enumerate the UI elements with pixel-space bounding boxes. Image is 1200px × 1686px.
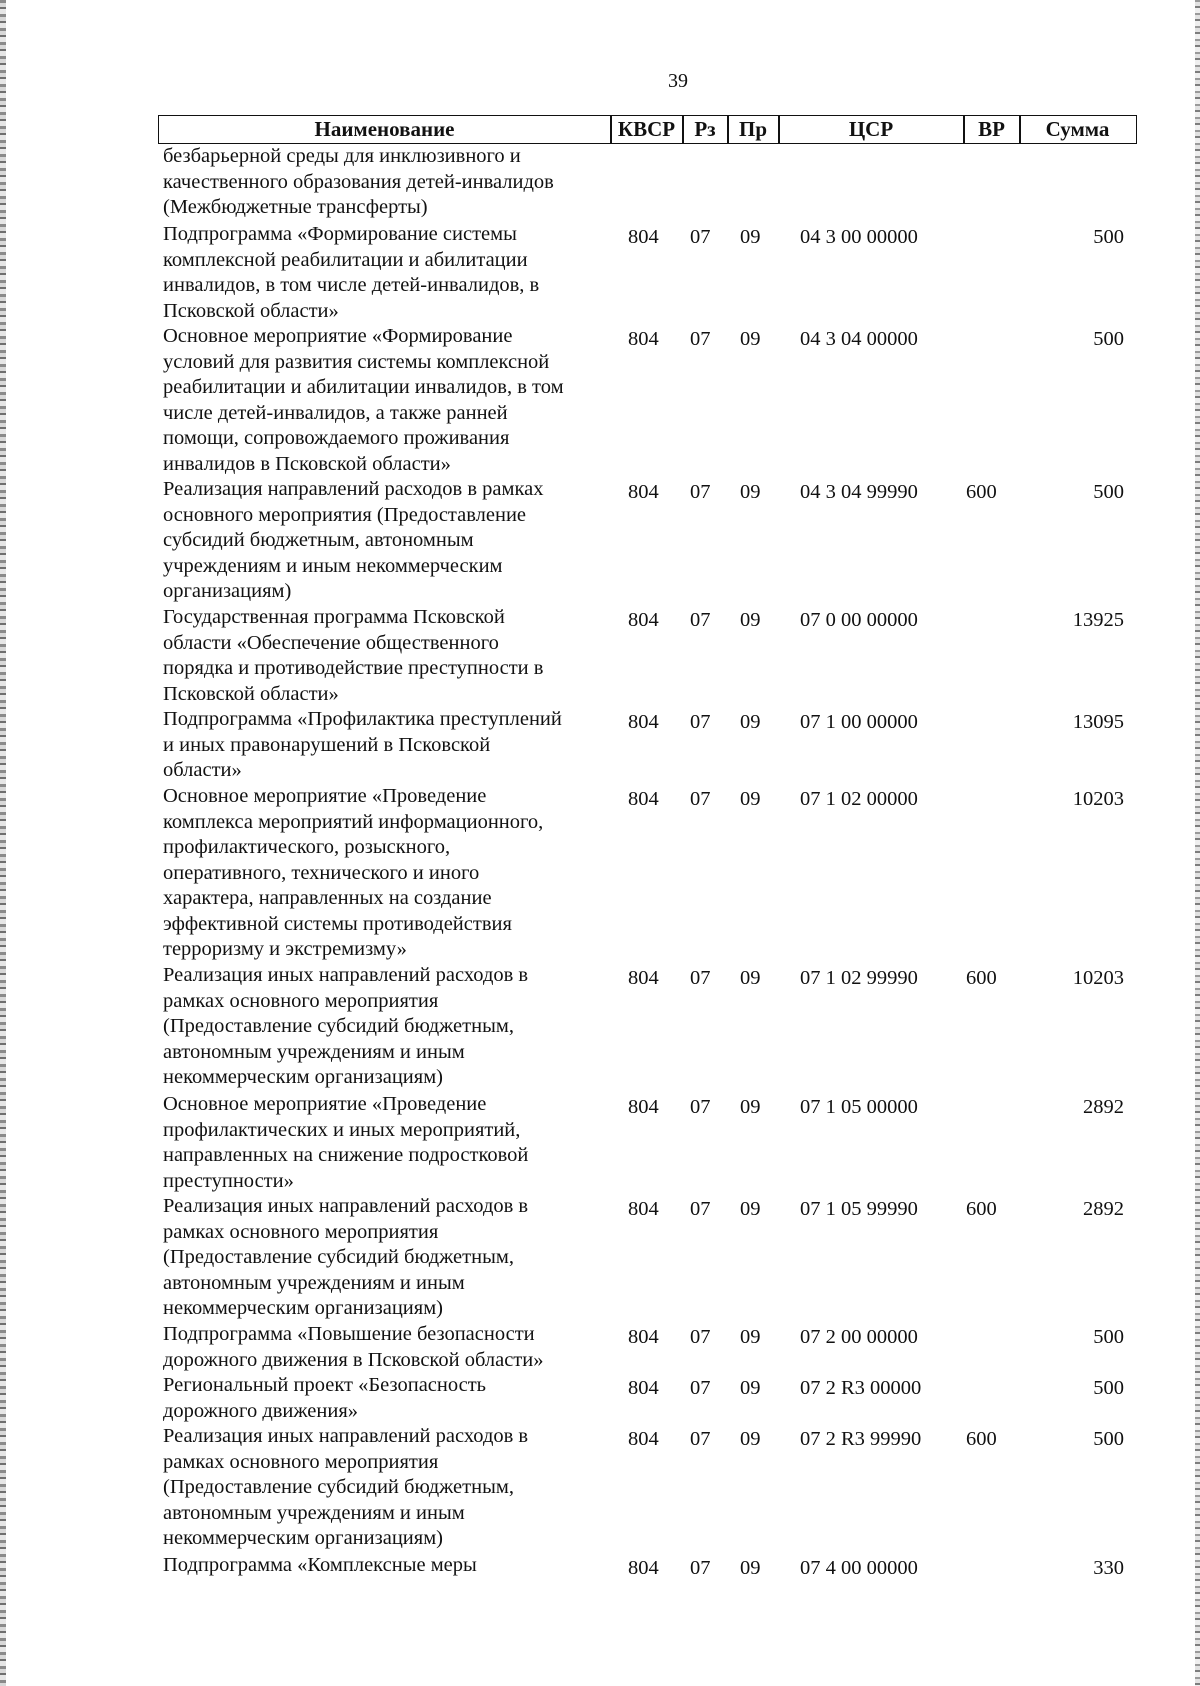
scan-edge-right	[1195, 0, 1200, 1686]
row-rz: 07	[690, 1198, 711, 1220]
row-sum: 2892	[1083, 1096, 1124, 1118]
row-rz: 07	[690, 711, 711, 733]
row-rz: 07	[690, 788, 711, 810]
row-vr: 600	[966, 1198, 997, 1220]
header-kvsr: КВСР	[617, 117, 676, 141]
row-sum: 13095	[1072, 711, 1124, 733]
row-sum: 2892	[1083, 1198, 1124, 1220]
row-name: Реализация иных направлений расходов в рамках основного мероприятия (Предоставление субсидий бюджетным, автономным учреждениям и иным некоммерческим организациям)	[163, 964, 529, 1088]
row-name: Реализация иных направлений расходов в рамках основного мероприятия (Предоставление субсидий бюджетным, автономным учреждениям и иным некоммерческим организациям)	[163, 1425, 529, 1549]
row-rz: 07	[690, 967, 711, 989]
row-kvsr: 804	[628, 788, 659, 810]
row-kvsr: 804	[628, 1326, 659, 1348]
header-name: Наименование	[314, 117, 455, 141]
row-rz: 07	[690, 1326, 711, 1348]
row-pr: 09	[740, 1096, 761, 1118]
row-csr: 04 3 00 00000	[800, 226, 918, 248]
row-name: Основное мероприятие «Проведение комплекса мероприятий информационного, профилактического, розыскного, оперативного, технического и иного характера, направленных на создание эффективной системы противодействия терроризму и экстремизму»	[163, 785, 544, 960]
row-kvsr: 804	[628, 226, 659, 248]
row-rz: 07	[690, 1557, 711, 1579]
row-csr: 07 2 R3 99990	[800, 1428, 922, 1450]
row-kvsr: 804	[628, 328, 659, 350]
row-vr: 600	[966, 1428, 997, 1450]
row-kvsr: 804	[628, 1198, 659, 1220]
row-sum: 330	[1093, 1557, 1124, 1579]
row-csr: 07 4 00 00000	[800, 1557, 918, 1579]
row-csr: 04 3 04 99990	[800, 481, 918, 503]
row-pr: 09	[740, 1326, 761, 1348]
row-rz: 07	[690, 609, 711, 631]
row-name: Основное мероприятие «Проведение профилактических и иных мероприятий, направленных на снижение подростковой преступности»	[163, 1093, 529, 1192]
row-pr: 09	[740, 967, 761, 989]
row-rz: 07	[690, 481, 711, 503]
row-sum: 500	[1093, 328, 1124, 350]
row-sum: 13925	[1072, 609, 1124, 631]
row-kvsr: 804	[628, 967, 659, 989]
row-kvsr: 804	[628, 1096, 659, 1118]
row-csr: 07 1 05 99990	[800, 1198, 918, 1220]
row-csr: 07 2 00 00000	[800, 1326, 918, 1348]
page-number: 39	[668, 70, 688, 92]
row-csr: 07 1 00 00000	[800, 711, 918, 733]
row-csr: 04 3 04 00000	[800, 328, 918, 350]
row-kvsr: 804	[628, 1557, 659, 1579]
header-pr: Пр	[738, 117, 767, 141]
row-name: Реализация направлений расходов в рамках основного мероприятия (Предоставление субсидий бюджетным, автономным учреждениям и иным некоммерческим организациям)	[163, 478, 544, 602]
row-kvsr: 804	[628, 711, 659, 733]
row-name: Подпрограмма «Формирование системы комплексной реабилитации и абилитации инвалидов, в том числе детей-инвалидов, в Псковской области»	[163, 223, 540, 322]
row-pr: 09	[740, 711, 761, 733]
row-name: Подпрограмма «Комплексные меры	[163, 1554, 477, 1576]
row-vr: 600	[966, 481, 997, 503]
row-sum: 500	[1093, 481, 1124, 503]
row-kvsr: 804	[628, 609, 659, 631]
row-sum: 500	[1093, 1326, 1124, 1348]
row-name: Государственная программа Псковской области «Обеспечение общественного порядка и противодействие преступности в Псковской области»	[163, 606, 544, 705]
row-rz: 07	[690, 328, 711, 350]
header-rz: Рз	[694, 117, 716, 141]
header-sum: Сумма	[1045, 117, 1110, 141]
row-kvsr: 804	[628, 1377, 659, 1399]
row-sum: 500	[1093, 226, 1124, 248]
row-vr: 600	[966, 967, 997, 989]
row-pr: 09	[740, 1557, 761, 1579]
row-pr: 09	[740, 328, 761, 350]
row-pr: 09	[740, 1428, 761, 1450]
row-kvsr: 804	[628, 1428, 659, 1450]
row-csr: 07 2 R3 00000	[800, 1377, 922, 1399]
row-sum: 500	[1093, 1377, 1124, 1399]
row-csr: 07 1 02 00000	[800, 788, 918, 810]
header-vr: ВР	[978, 117, 1005, 141]
row-sum: 10203	[1072, 967, 1124, 989]
row-sum: 10203	[1072, 788, 1124, 810]
row-pr: 09	[740, 1377, 761, 1399]
row-csr: 07 1 05 00000	[800, 1096, 918, 1118]
row-csr: 07 1 02 99990	[800, 967, 918, 989]
row-pr: 09	[740, 226, 761, 248]
row-pr: 09	[740, 1198, 761, 1220]
row-pr: 09	[740, 609, 761, 631]
row-name: Основное мероприятие «Формирование условий для развития системы комплексной реабилитации и абилитации инвалидов, в том числе детей-инвалидов, а также ранней помощи, сопровождаемого проживания инвалидов в Псковской области»	[163, 325, 564, 475]
row-rz: 07	[690, 1428, 711, 1450]
row-name: Региональный проект «Безопасность дорожного движения»	[163, 1374, 487, 1422]
row-csr: 07 0 00 00000	[800, 609, 918, 631]
table-header	[158, 115, 1137, 144]
scan-edge-left	[0, 0, 6, 1686]
row-name: Подпрограмма «Повышение безопасности дорожного движения в Псковской области»	[163, 1323, 544, 1371]
row-sum: 500	[1093, 1428, 1124, 1450]
row-pr: 09	[740, 481, 761, 503]
row-rz: 07	[690, 1096, 711, 1118]
row-kvsr: 804	[628, 481, 659, 503]
row-rz: 07	[690, 1377, 711, 1399]
header-csr: ЦСР	[848, 117, 894, 141]
row-name: Подпрограмма «Профилактика преступлений и иных правонарушений в Псковской области»	[163, 708, 562, 781]
row-rz: 07	[690, 226, 711, 248]
row-name: Реализация иных направлений расходов в рамках основного мероприятия (Предоставление субсидий бюджетным, автономным учреждениям и иным некоммерческим организациям)	[163, 1195, 529, 1319]
row-pr: 09	[740, 788, 761, 810]
row-name: безбарьерной среды для инклюзивного и качественного образования детей-инвалидов (Межбюджетные трансферты)	[163, 145, 554, 218]
